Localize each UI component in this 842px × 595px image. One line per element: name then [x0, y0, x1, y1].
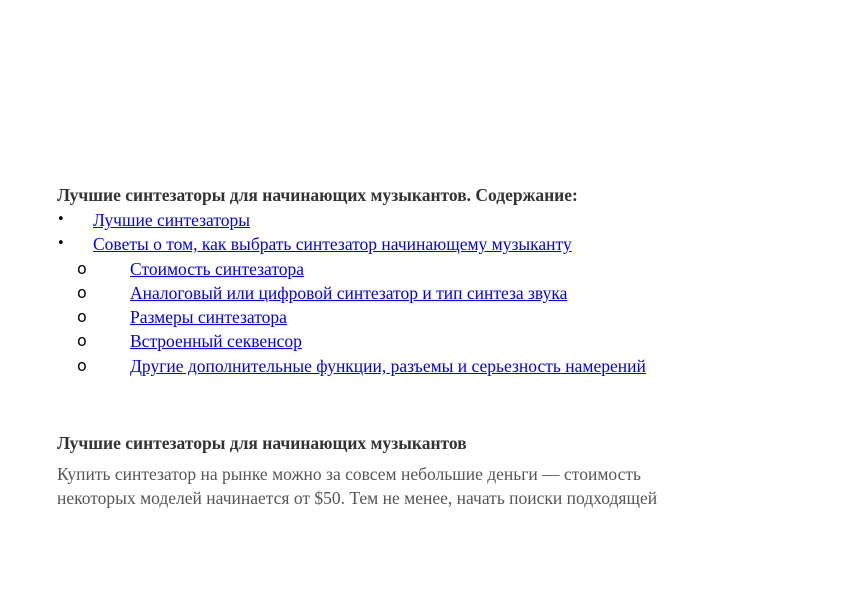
circle-bullet-icon: o: [77, 258, 87, 278]
circle-bullet-icon: o: [77, 331, 87, 351]
circle-bullet-icon: o: [77, 282, 87, 302]
toc-link-cost[interactable]: Стоимость синтезатора: [130, 258, 305, 279]
toc-link-best-synths[interactable]: Лучшие синтезаторы: [93, 210, 250, 230]
toc-link-analog-digital[interactable]: Аналоговый или цифровой синтезатор и тип синтеза звука: [130, 282, 568, 303]
toc-title: Лучшие синтезаторы для начинающих музыкантов. Содержание:: [57, 185, 578, 205]
body-line: некоторых моделей начинается от $50. Тем не менее, начать поиски подходящей: [57, 488, 658, 508]
section-heading: Лучшие синтезаторы для начинающих музыкантов: [57, 433, 467, 453]
toc-link-sequencer[interactable]: Встроенный секвенсор: [130, 331, 302, 352]
circle-bullet-icon: o: [77, 355, 87, 375]
toc-link-other-features[interactable]: Другие дополнительные функции, разъемы и серьезность намерений: [130, 355, 646, 376]
toc-link-tips[interactable]: Советы о том, как выбрать синтезатор начинающему музыканту: [93, 234, 572, 255]
toc-link-size[interactable]: Размеры синтезатора: [130, 307, 287, 328]
body-line: Купить синтезатор на рынке можно за совсем небольшие деньги — стоимость: [57, 464, 641, 484]
circle-bullet-icon: o: [77, 307, 87, 327]
section-body: [57, 462, 777, 510]
bullet-icon: •: [57, 212, 65, 227]
bullet-icon: •: [57, 236, 65, 252]
